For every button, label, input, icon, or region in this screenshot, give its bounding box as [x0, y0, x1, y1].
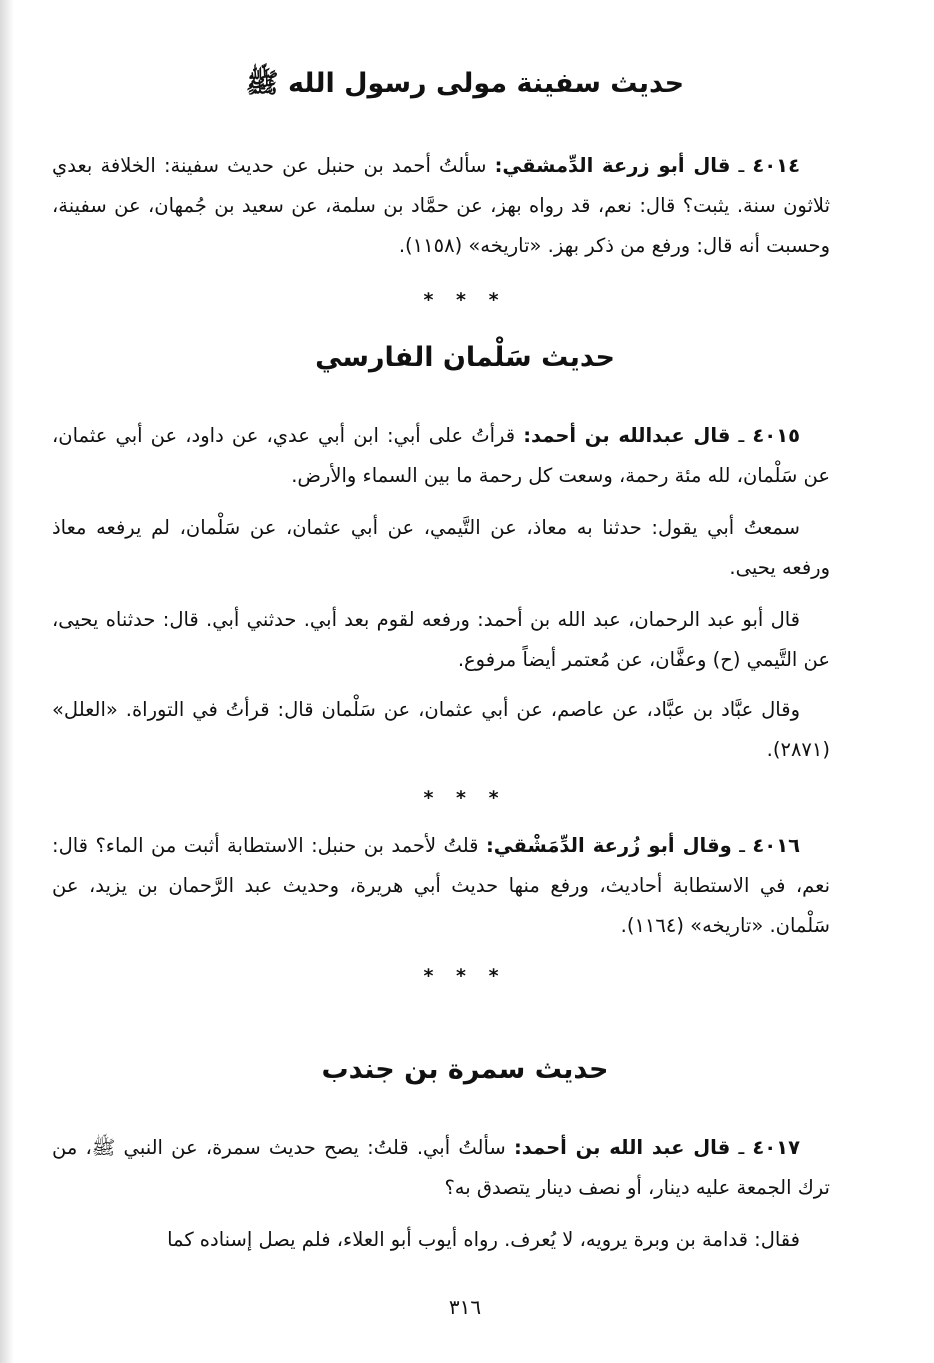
narrator-lead: وقال أبو زُرعة الدِّمَشْقي:	[485, 834, 732, 857]
paragraph-text: قلتُ لأحمد بن حنبل: الاستطابة أثبت من الماء؟ قال: نعم، في الاستطابة أحاديث، ورفع منها حديث أبي هريرة، وحديث عبد الرَّحمان بن يزيد، عن سَلْمان. «تاريخه» (١١٦٤).	[52, 834, 830, 937]
paragraph-4014: ٤٠١٤ ـ قال أبو زرعة الدِّمشقي: سألتُ أحمد بن حنبل عن حديث سفينة: الخلافة بعدي ثلاثون سنة. يثبت؟ قال: نعم، قد رواه بهز، عن حمَّاد بن سلمة، عن سعيد بن جُمهان، عن سفينة، وحسبت أنه قال: ورفع من ذكر بهز. «تاريخه» (١١٥٨).	[52, 154, 830, 257]
narrator-lead: قال أبو زرعة الدِّمشقي:	[494, 154, 731, 177]
section-title-safina: حديث سفينة مولى رسول الله ﷺ	[245, 68, 685, 99]
page-number: ٣١٦	[448, 1295, 482, 1319]
paragraph-text: سألتُ أبي. قلتُ: يصح حديث سمرة، عن النبي ﷺ، من ترك الجمعة عليه دينار، أو نصف دينار يتصدق به؟	[52, 1136, 830, 1199]
paragraph-4017: ٤٠١٧ ـ قال عبد الله بن أحمد: سألتُ أبي. قلتُ: يصح حديث سمرة، عن النبي ﷺ، من ترك الجمعة عليه دينار، أو نصف دينار يتصدق به؟	[52, 1136, 830, 1199]
section-separator: * * *	[423, 787, 507, 809]
paragraph-salman-4: وقال عبَّاد بن عبَّاد، عن عاصم، عن أبي عثمان، عن سَلْمان قال: قرأتُ في التوراة. «العلل» (٢٨٧١).	[52, 698, 830, 761]
paragraph-salman-2: سمعتُ أبي يقول: حدثنا به معاذ، عن التَّيمي، عن أبي عثمان، عن سَلْمان، لم يرفعه معاذ ورفعه يحيى.	[52, 516, 830, 579]
hadith-number: ٤٠١٤	[752, 154, 800, 177]
paragraph-text: قرأتُ على أبي: ابن أبي عدي، عن داود، عن أبي عثمان، عن سَلْمان، لله مئة رحمة، وسعت كل رحمة ما بين السماء والأرض.	[52, 424, 830, 487]
paragraph-text: سألتُ أحمد بن حنبل عن حديث سفينة: الخلافة بعدي ثلاثون سنة. يثبت؟ قال: نعم، قد رواه بهز، عن حمَّاد بن سلمة، عن سعيد بن جُمهان، عن سفينة، وحسبت أنه قال: ورفع من ذكر بهز. «تاريخه» (١١٥٨).	[52, 154, 830, 257]
section-title-samura: حديث سمرة بن جندب	[321, 1054, 609, 1085]
narrator-lead: قال عبد الله بن أحمد:	[513, 1136, 731, 1159]
paragraph-salman-3: قال أبو عبد الرحمان، عبد الله بن أحمد: ورفعه لقوم بعد أبي. حدثني أبي. قال: حدثناه يحيى، عن التَّيمي (ح) وعفَّان، عن مُعتمر أيضاً مرفوع.	[52, 608, 830, 671]
hadith-number: ٤٠١٦	[752, 834, 800, 857]
paragraph-4016: ٤٠١٦ ـ وقال أبو زُرعة الدِّمَشْقي: قلتُ لأحمد بن حنبل: الاستطابة أثبت من الماء؟ قال: نعم، في الاستطابة أحاديث، ورفع منها حديث أبي هريرة، وحديث عبد الرَّحمان بن يزيد، عن سَلْمان. «تاريخه» (١١٦٤).	[52, 834, 830, 937]
section-separator: * * *	[423, 965, 507, 987]
hadith-number: ٤٠١٥	[752, 424, 800, 447]
section-title-salman: حديث سَلْمان الفارسي	[315, 342, 615, 373]
paragraph-samura-2: فقال: قدامة بن وبرة يرويه، لا يُعرف. رواه أيوب أبو العلاء، فلم يصل إسناده كما	[167, 1228, 800, 1251]
narrator-lead: قال عبدالله بن أحمد:	[523, 424, 731, 447]
section-separator: * * *	[423, 289, 507, 311]
hadith-number: ٤٠١٧	[752, 1136, 800, 1159]
paragraph-4015: ٤٠١٥ ـ قال عبدالله بن أحمد: قرأتُ على أبي: ابن أبي عدي، عن داود، عن أبي عثمان، عن سَلْمان، لله مئة رحمة، وسعت كل رحمة ما بين السماء والأرض.	[52, 424, 830, 487]
